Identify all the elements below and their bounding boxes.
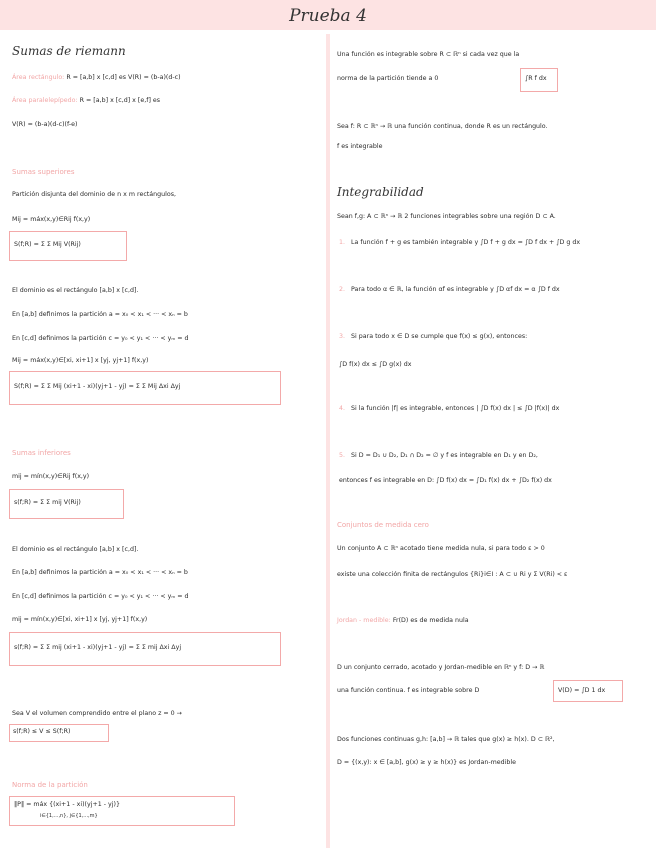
number-5: 5.	[339, 452, 346, 459]
sup-formula2: S(f;R) = Σ Σ Mij (xi+1 - xi)(yj+1 - yj) = Σ Σ Mij Δxi Δyj	[14, 383, 181, 390]
jordan-label: Jordan - medible:	[337, 617, 391, 624]
dset-line1: D un conjunto cerrado, acotado y Jordan-medible en ℝⁿ y f: D → ℝ	[337, 664, 545, 671]
sup-line2: Mij = máx(x,y)∈Rij f(x,y)	[12, 216, 91, 223]
int-line1: Una función es integrable sobre R ⊂ ℝⁿ si cada vez que la	[337, 51, 520, 58]
dos-line1: Dos funciones continuas g,h: [a,b] → ℝ tales que g(x) ≥ h(x). D ⊂ ℝ²,	[337, 736, 555, 743]
property-2: 2. Para todo α ∈ ℝ, la función αf es integrable y ∫D αf dx = α ∫D f dx	[339, 286, 560, 293]
sup-dom1: El dominio es el rectángulo [a,b] x [c,d].	[12, 287, 139, 294]
sup-formula: S(f;R) = Σ Σ Mij V(Rij)	[14, 241, 81, 248]
column-divider	[326, 34, 330, 848]
dset-box-text: V(D) = ∫D 1 dx	[558, 687, 606, 694]
inf-dom3: En [c,d] definimos la partición c = y₀ < y₁ < ··· < yₘ = d	[12, 593, 189, 600]
inf-formula: s(f;R) = Σ Σ mij V(Rij)	[14, 499, 81, 506]
area-rect-text: R = [a,b] x [c,d] es V(R) = (b-a)(d-c)	[66, 74, 181, 81]
number-2: 2.	[339, 286, 346, 293]
sup-dom4: Mij = máx(x,y)∈[xi, xi+1] x [yj, yj+1] f(x,y)	[12, 357, 149, 364]
area-par-label: Área paralelepípedo:	[12, 97, 78, 104]
int-box-text: ∫R f dx	[525, 75, 547, 82]
area-rect-line	[12, 74, 181, 81]
heading-medida-cero: Conjuntos de medida cero	[337, 521, 429, 529]
cont-line2: f es integrable	[337, 143, 383, 150]
area-par-line	[12, 97, 160, 104]
heading-sumas-inferiores: Sumas inferiores	[12, 449, 71, 457]
number-4: 4.	[339, 405, 346, 412]
property-1: 1. La función f + g es también integrable y ∫D f + g dx = ∫D f dx + ∫D g dx	[339, 239, 581, 246]
jordan-text: Fr(D) es de medida nula	[392, 617, 469, 624]
sup-dom2: En [a,b] definimos la partición a = x₀ < x₁ < ··· < xₙ = b	[12, 311, 188, 318]
conj-line1: Un conjunto A ⊂ ℝⁿ acotado tiene medida nula, si para todo ε > 0	[337, 545, 545, 552]
heading-integrabilidad: Integrabilidad	[337, 185, 424, 199]
property-4: 4. Si la función |f| es integrable, entonces | ∫D f(x) dx | ≤ ∫D |f(x)| dx	[339, 405, 560, 412]
sup-line1: Partición disjunta del dominio de n x m rectángulos,	[12, 191, 176, 198]
property-3: 3. Si para todo x ∈ D se cumple que f(x) ≤ g(x), entonces:	[339, 333, 528, 340]
number-3: 3.	[339, 333, 346, 340]
inf-dom2: En [a,b] definimos la partición a = x₀ < x₁ < ··· < xₙ = b	[12, 569, 188, 576]
number-1: 1.	[339, 239, 346, 246]
dset-line2: una función continua. f es integrable sobre D	[337, 687, 480, 694]
inf-line1: mij = mín(x,y)∈Rij f(x,y)	[12, 473, 90, 480]
norma-formula: ‖P‖ = máx {(xi+1 - xi)(yj+1 - yj)}	[14, 801, 120, 808]
area-rect-label: Área rectángulo:	[12, 74, 65, 81]
inf-dom4: mij = mín(x,y)∈[xi, xi+1] x [yj, yj+1] f(x,y)	[12, 616, 148, 623]
page-title: Prueba 4	[289, 6, 367, 26]
area-par-line2: V(R) = (b-a)(d-c)(f-e)	[12, 121, 78, 128]
cont-line1: Sea f: R ⊂ ℝⁿ → ℝ una función continua, donde R es un rectángulo.	[337, 123, 548, 130]
dos-line2: D = {(x,y): x ∈ [a,b], g(x) ≥ y ≥ h(x)} es Jordan-medible	[337, 759, 517, 766]
property-5-formula: entonces f es integrable en D: ∫D f(x) dx = ∫D₁ f(x) dx + ∫D₂ f(x) dx	[339, 477, 552, 484]
int-line2: norma de la partición tiende a 0	[337, 75, 439, 82]
norma-subscript: i∈{1,...,n}, j∈{1,...,m}	[40, 813, 98, 819]
sup-dom3: En [c,d] definimos la partición c = y₀ < y₁ < ··· < yₘ = d	[12, 335, 189, 342]
jordan-line	[337, 617, 469, 624]
integrability-intro: Sean f,g: A ⊂ ℝⁿ → ℝ 2 funciones integrables sobre una región D ⊂ A.	[337, 213, 556, 220]
inf-formula2: s(f;R) = Σ Σ mij (xi+1 - xi)(yj+1 - yj) = Σ Σ mij Δxi Δyj	[14, 644, 182, 651]
property-3-formula: ∫D f(x) dx ≤ ∫D g(x) dx	[339, 361, 412, 368]
inf-dom1: El dominio es el rectángulo [a,b] x [c,d].	[12, 546, 139, 553]
conj-line2: existe una colección finita de rectángulos {Ri}i∈I : A ⊂ ∪ Ri y Σ V(Ri) < ε	[337, 571, 568, 578]
vol-line: Sea V el volumen comprendido entre el plano z = 0 →	[12, 710, 182, 717]
property-5: 5. Si D = D₁ ∪ D₂, D₁ ∩ D₂ = ∅ y f es integrable en D₁ y en D₂,	[339, 452, 538, 459]
heading-norma: Norma de la partición	[12, 781, 88, 789]
heading-sumas-riemann: Sumas de riemann	[12, 44, 126, 58]
area-par-text: R = [a,b] x [c,d] x [e,f] es	[79, 97, 161, 104]
vol-formula: s(f;R) ≤ V ≤ S(f;R)	[13, 728, 71, 735]
heading-sumas-superiores: Sumas superiores	[12, 168, 75, 176]
